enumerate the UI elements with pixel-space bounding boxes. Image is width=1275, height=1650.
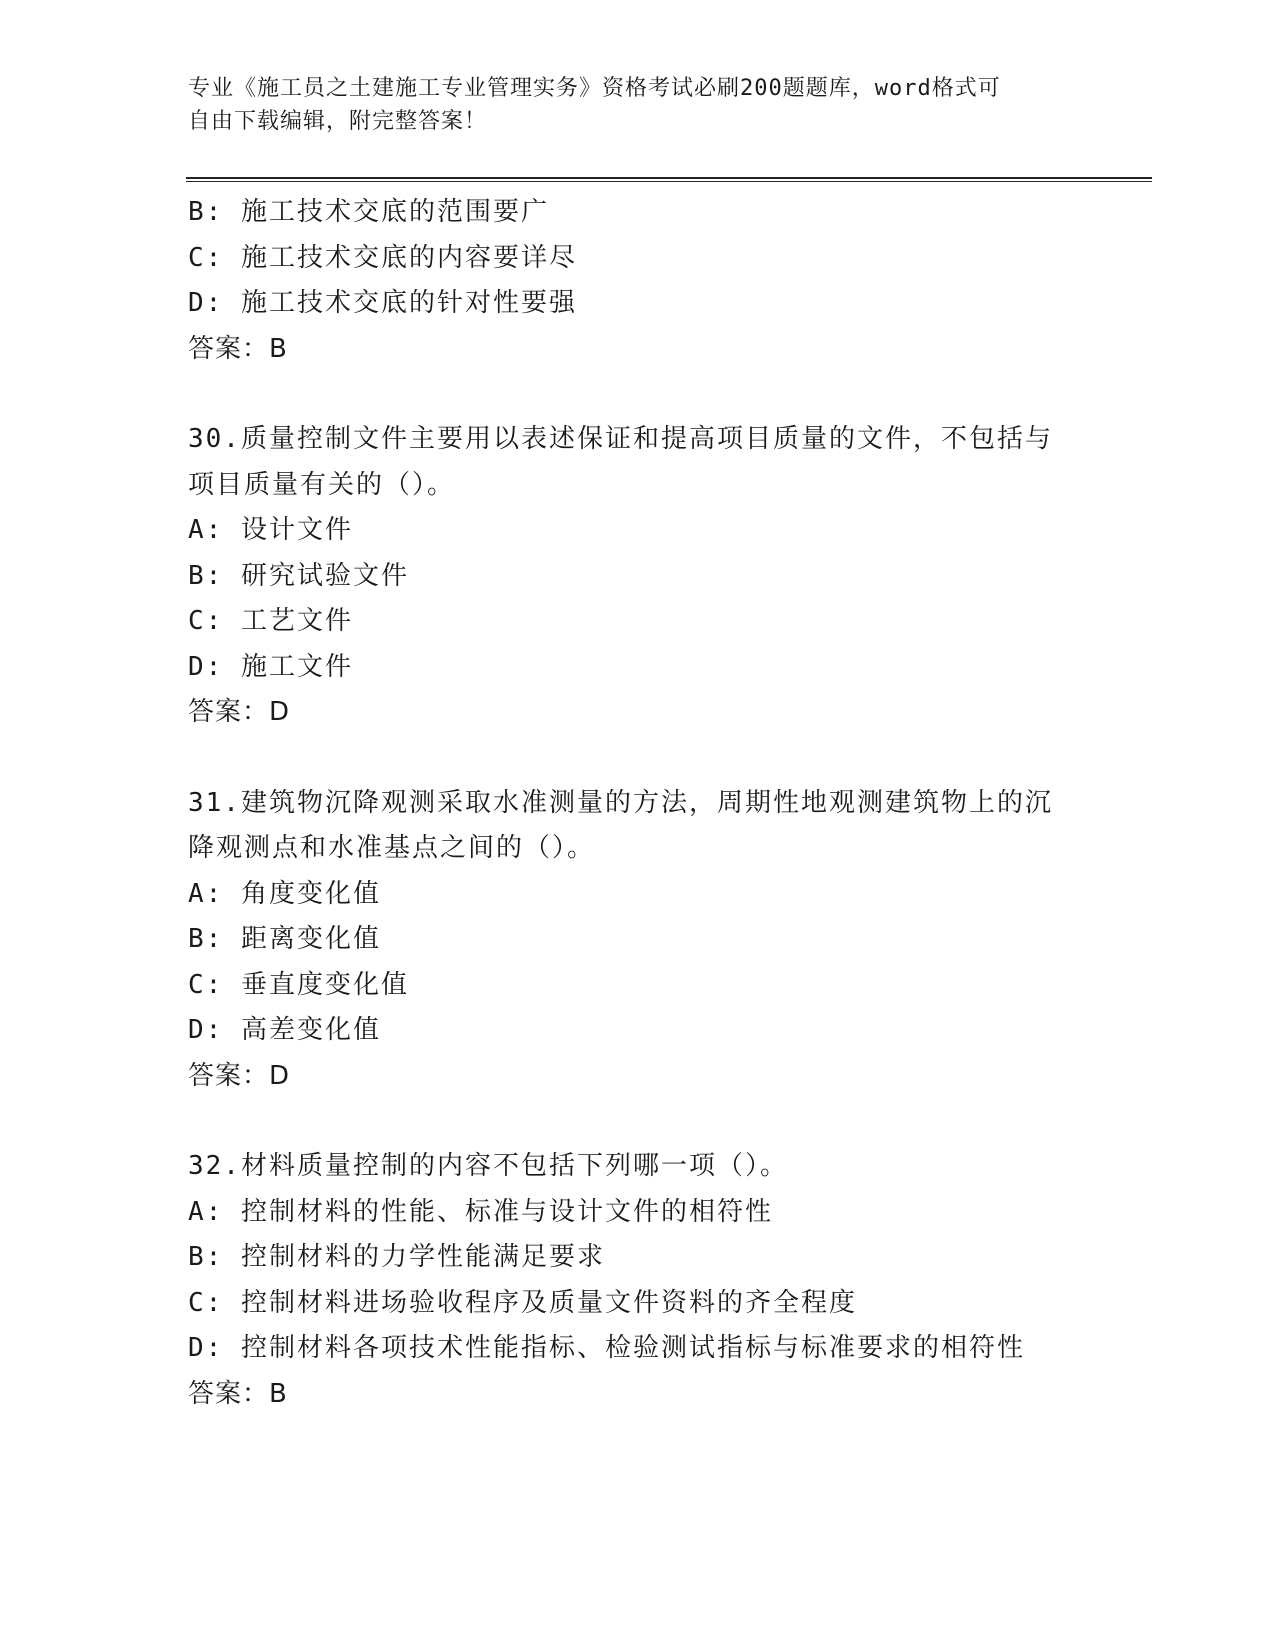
answer-line: 答案：B xyxy=(188,333,288,364)
option-a: A: 设计文件 xyxy=(188,515,353,545)
option-b: B: 距离变化值 xyxy=(188,924,381,954)
option-a: A: 角度变化值 xyxy=(188,878,381,909)
prev-question-block xyxy=(188,190,1108,372)
header-divider-thin xyxy=(186,181,1152,182)
question-30 xyxy=(188,417,1108,736)
header-title-line-1: 专业《施工员之土建施工专业管理实务》资格考试必刷200题题库，word格式可 xyxy=(188,76,1001,101)
option-a: A: 控制材料的性能、标准与设计文件的相符性 xyxy=(188,1196,773,1227)
option-d: D: 施工文件 xyxy=(188,651,353,682)
answer-line: 答案：D xyxy=(188,1060,291,1091)
question-content xyxy=(188,190,1108,1417)
option-c: C: 垂直度变化值 xyxy=(188,969,409,1000)
option-d: D: 高差变化值 xyxy=(188,1015,381,1045)
question-stem-line-1: 31.建筑物沉降观测采取水准测量的方法，周期性地观测建筑物上的沉 xyxy=(188,787,1053,818)
option-c: C: 施工技术交底的内容要详尽 xyxy=(188,242,577,273)
option-d: D: 施工技术交底的针对性要强 xyxy=(188,288,577,318)
question-32 xyxy=(188,1144,1108,1417)
header-title-line-2: 自由下载编辑，附完整答案！ xyxy=(188,109,488,134)
option-b: B: 施工技术交底的范围要广 xyxy=(188,197,549,227)
question-31 xyxy=(188,781,1108,1100)
option-c: C: 控制材料进场验收程序及质量文件资料的齐全程度 xyxy=(188,1287,857,1318)
question-stem-line-2: 项目质量有关的（）。 xyxy=(188,469,456,500)
header-divider-thick xyxy=(186,177,1152,179)
question-stem-line-1: 30.质量控制文件主要用以表述保证和提高项目质量的文件，不包括与 xyxy=(188,424,1053,454)
option-b: B: 研究试验文件 xyxy=(188,560,409,591)
option-b: B: 控制材料的力学性能满足要求 xyxy=(188,1242,605,1272)
answer-line: 答案：D xyxy=(188,697,291,727)
question-stem-line-2: 降观测点和水准基点之间的（）。 xyxy=(188,833,596,863)
answer-line: 答案：B xyxy=(188,1378,288,1409)
question-stem-line-1: 32.材料质量控制的内容不包括下列哪一项（）。 xyxy=(188,1151,788,1181)
option-c: C: 工艺文件 xyxy=(188,606,353,636)
document-header xyxy=(188,72,1068,138)
option-d: D: 控制材料各项技术性能指标、检验测试指标与标准要求的相符性 xyxy=(188,1333,1025,1363)
